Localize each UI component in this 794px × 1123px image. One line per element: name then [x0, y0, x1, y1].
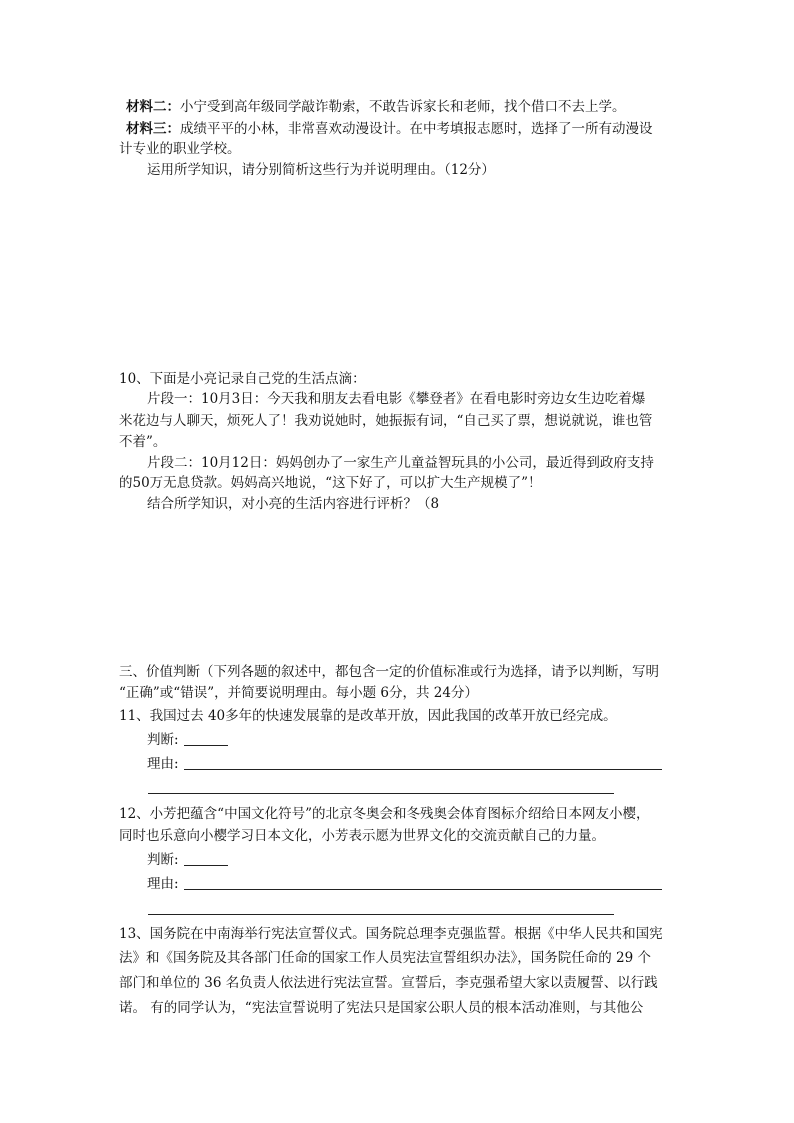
question-12-judge-label: 判断: [147, 852, 179, 868]
question-13-line-3: 部门和单位的 36 名负责人依法进行宪法宣誓。宣誓后，李克强希望大家以责履誓、以行践 [119, 975, 658, 991]
question-10-segment-1-line-1: 片段一：10月3日：今天我和朋友去看电影《攀登者》在看电影时旁边女生边吃着爆 [147, 391, 646, 407]
question-13-line-4: 诺。 有的同学认为，“宪法宣誓说明了宪法只是国家公职人员的根本活动准则，与其他公 [119, 1000, 644, 1016]
question-10-segment-2-line-2: 的50万无息贷款。妈妈高兴地说，“这下好了，可以扩大生产规模了”！ [119, 475, 542, 491]
section-3-heading-line-1: 三、价值判断（下列各题的叙述中，都包含一定的价值标准或行为选择，请予以判断，写明 [119, 664, 659, 680]
question-11-reason-label: 理由: [147, 756, 179, 772]
question-12-judge-blank[interactable] [184, 865, 228, 866]
question-10-prompt: 结合所学知识，对小亮的生活内容进行评析？（8 [147, 496, 440, 512]
question-10-segment-1-line-3: 不着”。 [119, 434, 167, 450]
question-12-reason-blank-1[interactable] [184, 889, 662, 890]
material-3-label: 材料三： [126, 121, 180, 137]
question-11-judge-blank[interactable] [184, 745, 228, 746]
question-13-line-2: 法》和《国务院及其各部门任命的国家工作人员宪法宣誓组织办法》，国务院任命的 29 个 [119, 950, 652, 966]
question-10-segment-1-line-2: 米花边与人聊天，烦死人了！我劝说她时，她振振有词，“自己买了票，想说就说，谁也管 [119, 413, 653, 429]
question-11-reason-blank-2[interactable] [148, 793, 614, 794]
material-2-label: 材料二： [126, 99, 180, 115]
material-3-line-2: 计专业的职业学校。 [119, 141, 241, 157]
question-11-judge-label: 判断: [147, 732, 179, 748]
question-13-line-1: 13、国务院在中南海举行宪法宣誓仪式。国务院总理李克强监誓。根据《中华人民共和国宪 [119, 926, 663, 942]
question-11-reason-blank-1[interactable] [184, 769, 662, 770]
question-12-reason-blank-2[interactable] [148, 914, 614, 915]
material-3-line-1 [126, 119, 653, 139]
material-2 [126, 97, 626, 117]
question-9-prompt: 运用所学知识，请分别简析这些行为并说明理由。（12分） [147, 162, 495, 178]
question-12-reason-label: 理由: [147, 876, 179, 892]
question-12-line-1: 12、小芳把蕴含“中国文化符号”的北京冬奥会和冬残奥会体育图标介绍给日本网友小樱， [119, 806, 650, 822]
question-10-segment-2-line-1: 片段二：10月12日：妈妈创办了一家生产儿童益智玩具的小公司，最近得到政府支持 [147, 455, 654, 471]
material-2-text: 小宁受到高年级同学敲诈勒索，不敢告诉家长和老师，找个借口不去上学。 [180, 99, 626, 115]
section-3-heading-line-2: “正确”或“错误”，并简要说明理由。每小题 6分，共 24分） [119, 685, 478, 701]
question-11-text: 11、我国过去 40多年的快速发展靠的是改革开放，因此我国的改革开放已经完成。 [119, 708, 617, 724]
question-12-line-2: 同时也乐意向小樱学习日本文化，小芳表示愿为世界文化的交流贡献自己的力量。 [119, 828, 605, 844]
question-10-stem: 10、下面是小亮记录自己党的生活点滴： [119, 371, 366, 387]
material-3-text: 成绩平平的小林，非常喜欢动漫设计。在中考填报志愿时，选择了一所有动漫设 [180, 121, 653, 137]
